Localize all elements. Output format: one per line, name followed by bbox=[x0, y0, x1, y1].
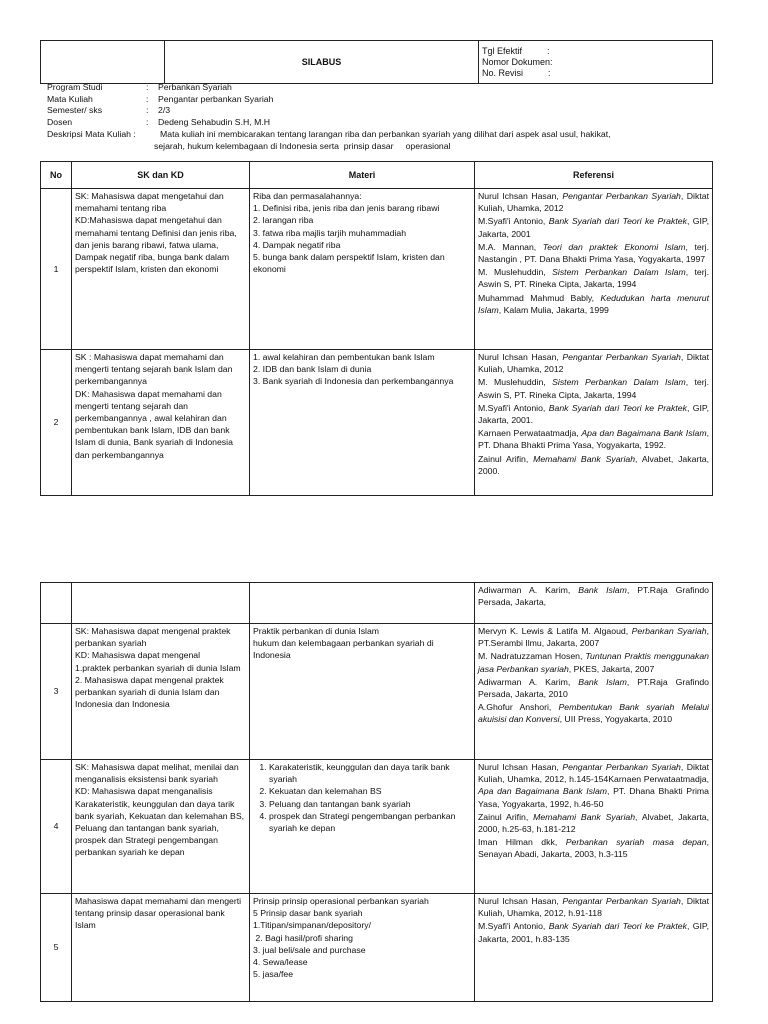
row-number: 1 bbox=[41, 189, 72, 350]
description-line-1: Mata kuliah ini membicarakan tentang larangan riba dan perbankan syariah yang dilihat dari aspek asal usul, hakikat, bbox=[160, 128, 611, 139]
sk-text: Mahasiswa dapat memahami dan mengerti tentang prinsip dasar operasional bank Islam bbox=[75, 896, 242, 931]
sk-kd-cell bbox=[72, 583, 250, 624]
materi-line: 5 Prinsip dasar bank syariah bbox=[253, 908, 363, 919]
row-number: 3 bbox=[41, 624, 72, 760]
info-row: Mata Kuliah : Pengantar perbankan Syariah bbox=[47, 94, 727, 106]
row-number: 4 bbox=[41, 760, 72, 894]
sk-text: SK : Mahasiswa dapat memahami dan mengerti tentang sejarah bank Islam dan perkembangannya bbox=[75, 352, 233, 387]
description-row bbox=[47, 129, 727, 141]
kd-text: KD: Mahasiswa dapat mengenal bbox=[75, 650, 201, 661]
syllabus-table-2 bbox=[40, 582, 713, 1002]
materi-line: 4. Sewa/lease bbox=[253, 957, 308, 968]
sk-text: SK: Mahasiswa dapat melihat, menilai dan menganalisis eksistensi bank syariah bbox=[75, 762, 239, 785]
header-table bbox=[40, 40, 713, 84]
materi-line: Praktik perbankan di dunia Islam bbox=[253, 626, 380, 636]
materi-line: 3. Peluang dan tantangan bank syariah bbox=[269, 798, 471, 810]
referensi-cell bbox=[475, 350, 713, 496]
table-row bbox=[41, 350, 713, 496]
sk-kd-cell bbox=[72, 350, 250, 496]
materi-line: 4. prospek dan Strategi pengembangan perbankan syariah ke depan bbox=[269, 810, 471, 834]
materi-line: 5. jasa/fee bbox=[253, 969, 294, 980]
table-row bbox=[41, 894, 713, 1002]
kd-text: KD: Mahasiswa dapat menganalisis Karakateristik, keunggulan dan daya tarik bank syariah, Kekuatan dan kelemahan BS, Peluang dan tantangan bank syariah, prospek dan Strategi pengembangan perbankan syariah ke depan bbox=[75, 786, 245, 858]
materi-line: 2. Kekuatan dan kelemahan BS bbox=[269, 785, 471, 797]
table-row bbox=[41, 189, 713, 350]
row-number bbox=[41, 583, 72, 624]
reference-item: M. Muslehuddin, Sistem Perbankan Dalam Islam, terj. Aswin S, PT. Rineka Cipta, Jakarta, 1994 bbox=[478, 377, 710, 400]
row-number: 5 bbox=[41, 894, 72, 1002]
info-row: Semester/ sks : 2/3 bbox=[47, 105, 727, 117]
info-value: Dedeng Sehabudin S.H, M.H bbox=[158, 117, 271, 128]
materi-cell bbox=[250, 894, 475, 1002]
info-key: Dosen bbox=[47, 117, 73, 128]
materi-line: 1.Titipan/simpanan/depository/ bbox=[253, 920, 371, 931]
table-row bbox=[41, 583, 713, 624]
reference-item: Adiwarman A. Karim, Bank Islam, PT.Raja Grafindo Persada, Jakarta, bbox=[478, 585, 709, 608]
referensi-cell bbox=[475, 624, 713, 760]
description-line-2: sejarah, hukum kelembagaan di Indonesia serta prinsip dasar operasional bbox=[154, 140, 451, 151]
materi-line: 5. bunga bank dalam perspektif Islam, kristen dan ekonomi bbox=[253, 252, 445, 275]
page-title: SILABUS bbox=[165, 41, 479, 84]
info-value: Pengantar perbankan Syariah bbox=[158, 93, 274, 104]
info-row: Program Studi : Perbankan Syariah bbox=[47, 82, 727, 94]
materi-cell bbox=[250, 760, 475, 894]
materi-line: Riba dan permasalahannya: bbox=[253, 191, 362, 201]
materi-list bbox=[253, 761, 471, 834]
sk-kd-cell bbox=[72, 624, 250, 760]
materi-line: 1. Karakateristik, keunggulan dan daya tarik bank syariah bbox=[269, 761, 471, 785]
syllabus-table-1 bbox=[40, 161, 713, 496]
referensi-cell bbox=[475, 760, 713, 894]
reference-item: M. Muslehuddin, Sistem Perbankan Dalam Islam, terj. Aswin S, PT. Rineka Cipta, Jakarta, 1994 bbox=[478, 267, 710, 290]
reference-item: M. Nadratuzzaman Hosen, Tuntunan Praktis menggunakan jasa Perbankan syariah, PKES, Jakarta, 2007 bbox=[478, 651, 709, 674]
col-no: No bbox=[41, 162, 72, 189]
table-row bbox=[41, 760, 713, 894]
reference-item: Zainul Arifin, Memahami Bank Syariah, Alvabet, Jakarta, 2000, h.25-63, h.181-212 bbox=[478, 811, 709, 835]
table-row bbox=[41, 624, 713, 760]
materi-line: 3. fatwa riba majlis tarjih muhammadiah bbox=[253, 227, 407, 238]
description-label: Deskripsi Mata Kuliah : bbox=[47, 128, 136, 139]
reference-item: Iman Hilman dkk, Perbankan syariah masa depan, Senayan Abadi, Jakarta, 2003, h.3-115 bbox=[478, 837, 709, 860]
row-number: 2 bbox=[41, 350, 72, 496]
materi-line: 3. jual beli/sale and purchase bbox=[253, 944, 366, 955]
reference-item: A.Ghofur Anshori, Pembentukan Bank syariah Melalui akuisisi dan Konversi, UII Press, Yogyakarta, 2010 bbox=[478, 702, 709, 725]
sk-kd-cell bbox=[72, 894, 250, 1002]
logo-cell bbox=[41, 41, 165, 84]
materi-line: 2. IDB dan bank Islam di dunia bbox=[253, 364, 372, 375]
col-sk-kd: SK dan KD bbox=[72, 162, 250, 189]
sk-kd-cell bbox=[72, 189, 250, 350]
referensi-cell bbox=[475, 189, 713, 350]
kd-text: KD:Mahasiswa dapat mengetahui dan memahami tentang Definisi dan jenis riba, dan jenis barang ribawi, fatwa ulama, Dampak negatif riba, bunga bank dalam perspektif Islam, kristen dan ekonomi bbox=[75, 215, 237, 275]
reference-item: Nurul Ichsan Hasan, Pengantar Perbankan Syariah, Diktat Kuliah, Uhamka, 2012 bbox=[478, 191, 709, 214]
reference-item: Nurul Ichsan Hasan, Pengantar Perbankan Syariah, Diktat Kuliah, Uhamka, 2012, h.91-118 bbox=[478, 896, 709, 919]
reference-item: Nurul Ichsan Hasan, Pengantar Perbankan Syariah, Diktat Kuliah, Uhamka, 2012 bbox=[478, 352, 709, 375]
reference-item: M.A. Mannan, Teori dan praktek Ekonomi Islam, terj. Nastangin , PT. Dana Bhakti Prima Yasa, Yogyakarta, 1997 bbox=[478, 241, 709, 265]
col-materi: Materi bbox=[250, 162, 475, 189]
info-value: Perbankan Syariah bbox=[158, 82, 232, 92]
kd-text: 2. Mahasiswa dapat mengenal praktek perbankan syariah di dunia Islam dan Indonesia dan Indonesia bbox=[75, 674, 224, 710]
info-value: 2/3 bbox=[158, 105, 171, 116]
materi-cell bbox=[250, 583, 475, 624]
materi-cell bbox=[250, 189, 475, 350]
reference-item: Zainul Arifin, Memahami Bank Syariah, Alvabet, Jakarta, 2000. bbox=[478, 453, 709, 476]
reference-item: M.Syafi'i Antonio, Bank Syariah dari Teori ke Praktek, GIP, Jakarta, 2001. bbox=[478, 402, 709, 426]
materi-line: 2. larangan riba bbox=[253, 215, 314, 226]
kd-text: DK: Mahasiswa dapat memahami dan mengerti tentang sejarah dan perkembangannya , awal kelahiran dan pembentukan bank Islam, IDB dan bank Islam di dunia, Bank syariah di Indonesia dan perkembangannya bbox=[75, 388, 233, 460]
materi-cell bbox=[250, 350, 475, 496]
referensi-cell bbox=[475, 583, 713, 624]
reference-item: Karnaen Perwataatmadja, Apa dan Bagaimana Bank Islam, PT. Dhana Bhakti Prima Yasa, Yogyakarta, 1992. bbox=[478, 428, 709, 451]
tgl-efektif-label: Tgl Efektif : bbox=[482, 45, 550, 56]
materi-cell bbox=[250, 624, 475, 760]
sk-kd-cell bbox=[72, 760, 250, 894]
referensi-cell bbox=[475, 894, 713, 1002]
doc-meta bbox=[479, 41, 713, 84]
materi-line: 4. Dampak negatif riba bbox=[253, 239, 341, 250]
materi-line: hukum dan kelembagaan perbankan syariah di Indonesia bbox=[253, 638, 434, 661]
course-info bbox=[47, 82, 727, 152]
info-key: Mata Kuliah bbox=[47, 93, 93, 104]
materi-line: Prinsip prinsip operasional perbankan syariah bbox=[253, 896, 429, 906]
col-referensi: Referensi bbox=[475, 162, 713, 189]
nomor-dokumen-label: Nomor Dokumen: bbox=[482, 56, 553, 67]
materi-line: 2. Bagi hasil/profi sharing bbox=[253, 932, 353, 943]
materi-line: 1. Definisi riba, jenis riba dan jenis barang ribawi bbox=[253, 203, 440, 214]
info-key: Program Studi bbox=[47, 82, 103, 92]
info-row: Dosen : Dedeng Sehabudin S.H, M.H bbox=[47, 117, 727, 129]
no-revisi-label: No. Revisi : bbox=[482, 67, 551, 78]
kd-text: 1.praktek perbankan syariah di dunia Islam bbox=[75, 662, 241, 673]
materi-line: 3. Bank syariah di Indonesia dan perkembangannya bbox=[253, 376, 454, 387]
reference-item: M.Syafi'i Antonio, Bank Syariah dari Teori ke Praktek, GIP, Jakarta, 2001 bbox=[478, 216, 709, 239]
info-key: Semester/ sks bbox=[47, 105, 103, 116]
reference-item: Adiwarman A. Karim, Bank Islam, PT.Raja Grafindo Persada, Jakarta, 2010 bbox=[478, 676, 709, 700]
reference-item: M.Syafi'i Antonio, Bank Syariah dari Teori ke Praktek, GIP, Jakarta, 2001, h.83-135 bbox=[478, 921, 709, 944]
reference-item: Mervyn K. Lewis & Latifa M. Algaoud, Perbankan Syariah, PT.Serambi Ilmu, Jakarta, 2007 bbox=[478, 626, 709, 649]
reference-item: Nurul Ichsan Hasan, Pengantar Perbankan Syariah, Diktat Kuliah, Uhamka, 2012, h.145-154Karnaen Perwataatmadja, Apa dan Bagaimana Bank Islam, PT. Dhana Bhakti Prima Yasa, Yogyakarta, 1992, h.46-50 bbox=[478, 762, 709, 809]
sk-text: SK: Mahasiswa dapat mengetahui dan memahami tentang riba bbox=[75, 191, 224, 214]
reference-item: Muhammad Mahmud Bably, Kedudukan harta menurut Islam, Kalam Mulia, Jakarta, 1999 bbox=[478, 292, 709, 315]
materi-line: 1. awal kelahiran dan pembentukan bank Islam bbox=[253, 352, 435, 362]
sk-text: SK: Mahasiswa dapat mengenal praktek perbankan syariah bbox=[75, 626, 231, 649]
